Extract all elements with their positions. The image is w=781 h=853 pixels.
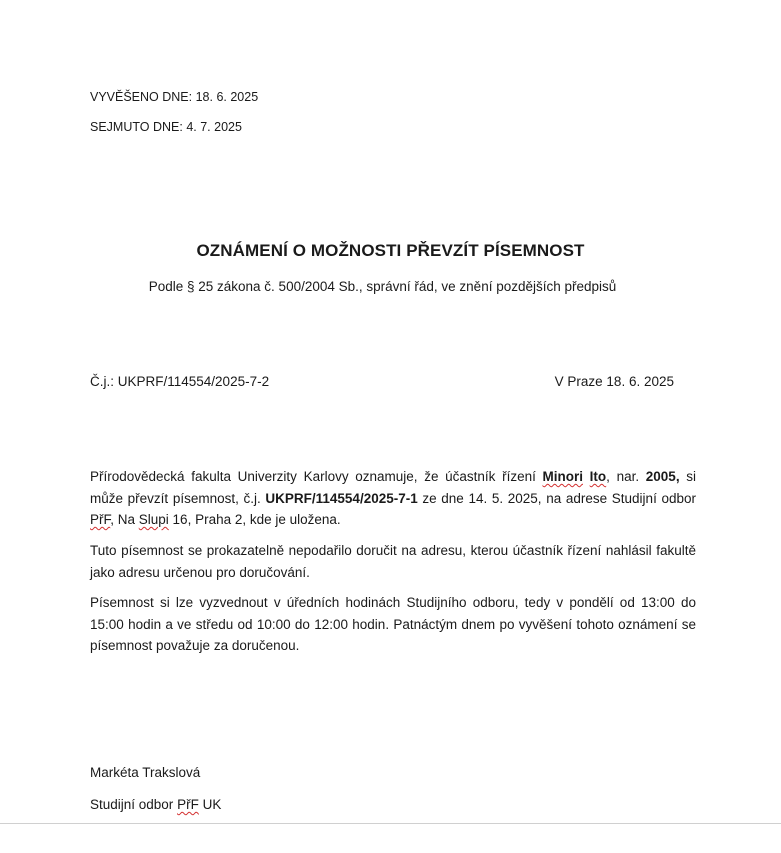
participant-last-name: Ito bbox=[589, 469, 607, 484]
dept-suffix: UK bbox=[198, 797, 222, 812]
document-subtitle: Podle § 25 zákona č. 500/2004 Sb., správní řád, ve znění pozdějších předpisů bbox=[148, 279, 617, 294]
removed-label: SEJMUTO DNE: bbox=[90, 120, 183, 134]
signature-department bbox=[90, 796, 221, 814]
p3-text: Písemnost si lze vyzvednout v úředních hodinách Studijního odboru, tedy v pondělí od 13:00 do 15:00 hodin a ve středu od 10:00 do 12:00 hodin. Patnáctým dnem po vyvěšení tohoto oznámení se písemnost považuje za doručenou. bbox=[90, 595, 696, 653]
p1-text-4: ze dne 14. 5. 2025, na adrese Studijní odbor bbox=[417, 490, 696, 506]
name-space bbox=[583, 469, 590, 484]
posted-date-line bbox=[90, 89, 258, 105]
paragraph-delivery-failed bbox=[90, 540, 696, 583]
posted-label: VYVĚŠENO DNE: bbox=[90, 90, 193, 104]
signature-name: Markéta Trakslová bbox=[90, 765, 201, 780]
document-reference: UKPRF/114554/2025-7-1 bbox=[265, 490, 418, 506]
place-date: V Praze 18. 6. 2025 bbox=[554, 374, 674, 389]
birth-year: 2005, bbox=[645, 469, 680, 484]
p1-text-1: Přírodovědecká fakulta Univerzity Karlovy oznamuje, že účastník řízení bbox=[90, 469, 543, 484]
reference-row bbox=[90, 373, 674, 391]
street-name: Slupi bbox=[138, 512, 169, 527]
case-number: Č.j.: UKPRF/114554/2025-7-2 bbox=[90, 374, 270, 389]
removed-date: 4. 7. 2025 bbox=[186, 120, 242, 134]
p2-text: Tuto písemnost se prokazatelně nepodařilo doručit na adresu, kterou účastník řízení nahlásil fakultě jako adresu určenou pro doručování. bbox=[90, 543, 696, 580]
dept-prf: PřF bbox=[177, 797, 199, 812]
paragraph-office-hours bbox=[90, 592, 696, 657]
page-bottom-edge bbox=[0, 823, 781, 824]
p1-text-2: , nar. bbox=[606, 469, 646, 484]
p1-text-6: 16, Praha 2, kde je uložena. bbox=[168, 512, 341, 527]
paragraph-notice bbox=[90, 466, 696, 531]
dept-prefix: Studijní odbor bbox=[90, 797, 178, 812]
p1-text-5: , Na bbox=[110, 512, 139, 527]
document-title: OZNÁMENÍ O MOŽNOSTI PŘEVZÍT PÍSEMNOST bbox=[196, 241, 585, 260]
p1-text-3: si může převzít písemnost, č.j. bbox=[90, 469, 696, 506]
removed-date-line bbox=[90, 119, 242, 135]
prf-abbrev: PřF bbox=[90, 512, 111, 527]
participant-first-name: Minori bbox=[542, 469, 583, 484]
posted-date: 18. 6. 2025 bbox=[195, 90, 259, 104]
